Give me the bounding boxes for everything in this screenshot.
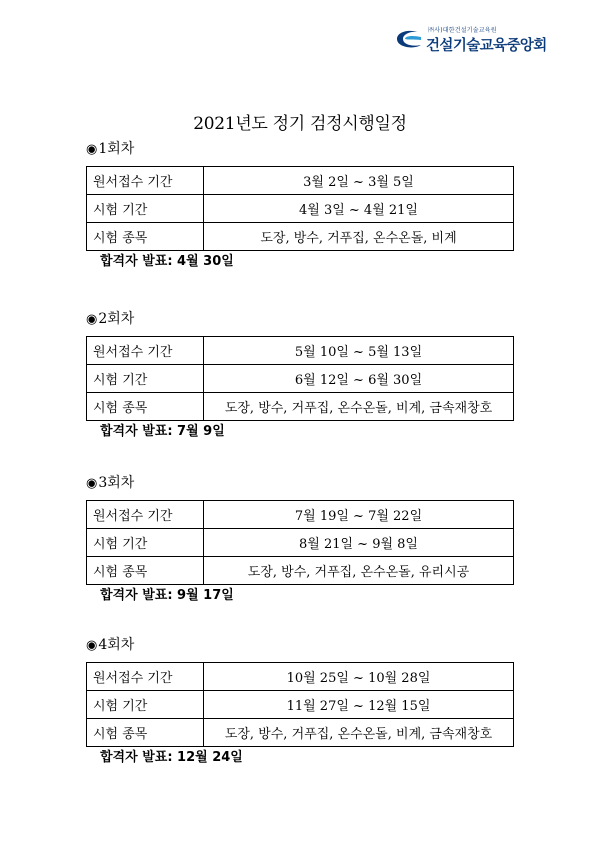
row-key: 시험 종목 xyxy=(87,719,204,747)
round-section-4 xyxy=(86,634,516,767)
row-key: 원서접수 기간 xyxy=(87,167,204,195)
round-label: ◉2회차 xyxy=(86,311,135,327)
organization-logo xyxy=(394,22,564,58)
schedule-table xyxy=(86,500,514,585)
table-row xyxy=(87,663,514,691)
row-key: 시험 기간 xyxy=(87,529,204,557)
row-value: 도장, 방수, 거푸집, 온수온돌, 유리시공 xyxy=(204,557,514,585)
schedule-table xyxy=(86,662,514,747)
result-announcement: 합격자 발표: 7월 9일 xyxy=(100,424,225,439)
result-announcement: 합격자 발표: 12월 24일 xyxy=(100,750,243,765)
logo-name: 건설기술교육중앙회 xyxy=(426,38,547,54)
schedule-table xyxy=(86,336,514,421)
bullet-icon: ◉ xyxy=(86,142,98,157)
round-section-3 xyxy=(86,472,516,605)
row-value: 10월 25일 ~ 10월 28일 xyxy=(204,663,514,691)
row-value: 도장, 방수, 거푸집, 온수온돌, 비계 xyxy=(204,223,514,251)
row-key: 시험 기간 xyxy=(87,195,204,223)
row-value: 5월 10일 ~ 5월 13일 xyxy=(204,337,514,365)
table-row xyxy=(87,393,514,421)
page-title: 2021년도 정기 검정시행일정 xyxy=(193,114,407,134)
row-value: 도장, 방수, 거푸집, 온수온돌, 비계, 금속재창호 xyxy=(204,393,514,421)
bullet-icon: ◉ xyxy=(86,638,98,653)
schedule-table xyxy=(86,166,514,251)
row-key: 시험 종목 xyxy=(87,223,204,251)
row-key: 시험 종목 xyxy=(87,557,204,585)
row-value: 11월 27일 ~ 12월 15일 xyxy=(204,691,514,719)
row-value: 도장, 방수, 거푸집, 온수온돌, 비계, 금속재창호 xyxy=(204,719,514,747)
table-row xyxy=(87,719,514,747)
table-row xyxy=(87,365,514,393)
row-key: 시험 기간 xyxy=(87,365,204,393)
result-announcement: 합격자 발표: 9월 17일 xyxy=(100,588,234,603)
table-row xyxy=(87,557,514,585)
table-row xyxy=(87,195,514,223)
row-key: 원서접수 기간 xyxy=(87,663,204,691)
row-value: 4월 3일 ~ 4월 21일 xyxy=(204,195,514,223)
logo-swoosh-icon xyxy=(394,28,424,50)
row-key: 원서접수 기간 xyxy=(87,337,204,365)
round-section-2 xyxy=(86,308,516,441)
round-label: ◉3회차 xyxy=(86,475,135,491)
round-label: ◉4회차 xyxy=(86,637,135,653)
result-announcement: 합격자 발표: 4월 30일 xyxy=(100,254,234,269)
bullet-icon: ◉ xyxy=(86,312,98,327)
table-row xyxy=(87,529,514,557)
round-section-1 xyxy=(86,138,516,271)
row-key: 원서접수 기간 xyxy=(87,501,204,529)
table-row xyxy=(87,337,514,365)
round-label: ◉1회차 xyxy=(86,141,135,157)
row-key: 시험 기간 xyxy=(87,691,204,719)
row-value: 7월 19일 ~ 7월 22일 xyxy=(204,501,514,529)
row-value: 6월 12일 ~ 6월 30일 xyxy=(204,365,514,393)
row-value: 3월 2일 ~ 3월 5일 xyxy=(204,167,514,195)
logo-subtitle: ㈜사)대한건설기술교육원 xyxy=(428,27,497,34)
row-key: 시험 종목 xyxy=(87,393,204,421)
table-row xyxy=(87,223,514,251)
table-row xyxy=(87,691,514,719)
table-row xyxy=(87,501,514,529)
bullet-icon: ◉ xyxy=(86,476,98,491)
table-row xyxy=(87,167,514,195)
row-value: 8월 21일 ~ 9월 8일 xyxy=(204,529,514,557)
